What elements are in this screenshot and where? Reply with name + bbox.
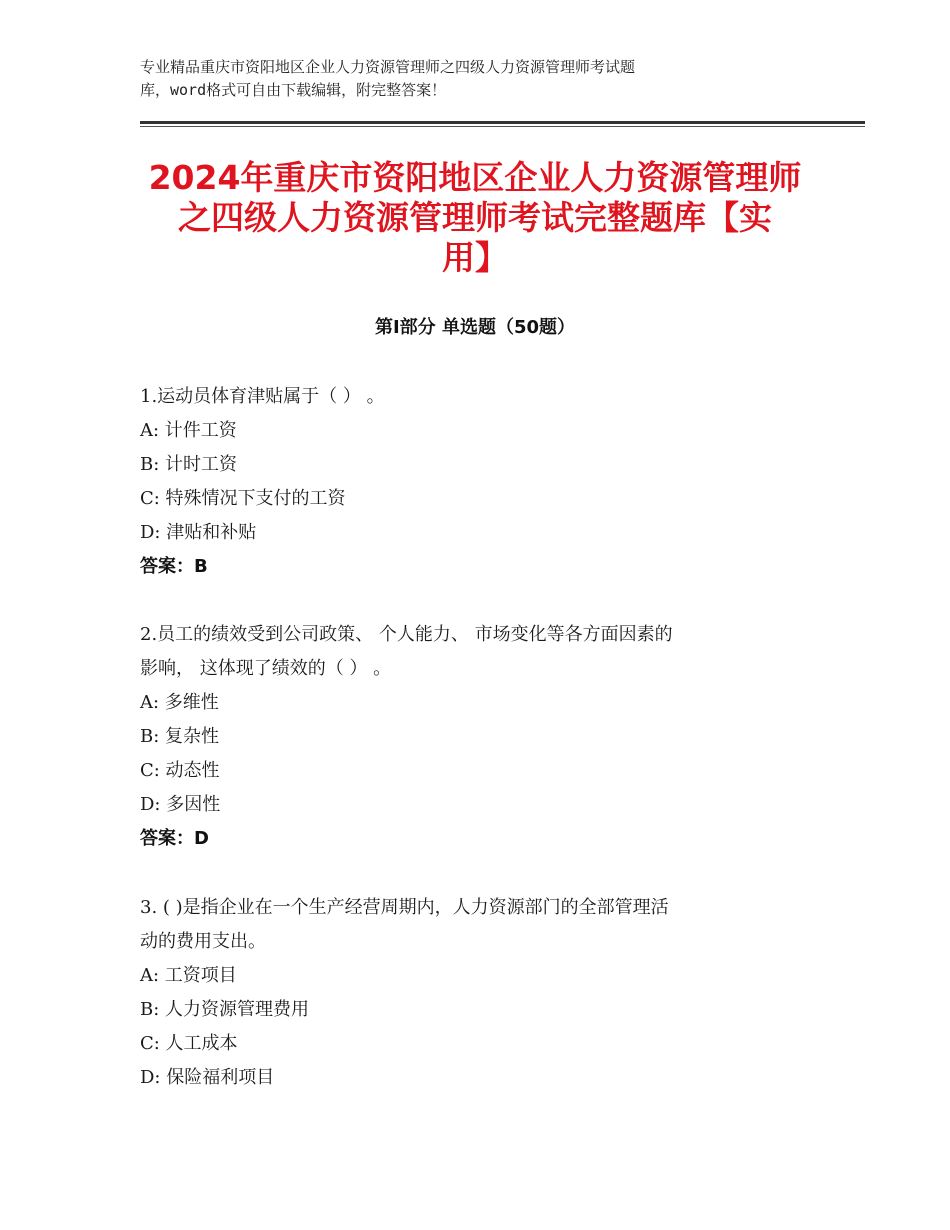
document-title-line-2: 之四级人力资源管理师考试完整题库【实 bbox=[178, 198, 772, 237]
question-3-option-d: D: 保险福利项目 bbox=[140, 1067, 275, 1088]
header-note bbox=[140, 56, 840, 102]
question-1-answer: 答案：B bbox=[140, 556, 208, 577]
question-1-option-a: A: 计件工资 bbox=[140, 420, 237, 441]
question-1-option-d: D: 津贴和补贴 bbox=[140, 522, 257, 543]
question-2-stem-line-1: 2.员工的绩效受到公司政策、 个人能力、 市场变化等各方面因素的 bbox=[140, 624, 673, 645]
question-3-option-c: C: 人工成本 bbox=[140, 1033, 238, 1054]
document-title bbox=[140, 158, 810, 278]
document-title-line-3: 用】 bbox=[442, 238, 508, 277]
question-3-stem-line-1: 3. ( )是指企业在一个生产经营周期内，人力资源部门的全部管理活 bbox=[140, 897, 669, 918]
question-1-option-c: C: 特殊情况下支付的工资 bbox=[140, 488, 346, 509]
header-note-line-2: 库，word格式可自由下载编辑，附完整答案！ bbox=[140, 81, 447, 99]
question-1-stem: 1.运动员体育津贴属于（ ） 。 bbox=[140, 386, 385, 407]
question-2-stem-line-2: 影响， 这体现了绩效的（ ） 。 bbox=[140, 658, 392, 679]
section-title: 第Ⅰ部分 单选题（50题） bbox=[374, 317, 575, 338]
question-2-option-d: D: 多因性 bbox=[140, 794, 221, 815]
question-2-option-b: B: 复杂性 bbox=[140, 726, 220, 747]
header-divider-thick bbox=[140, 121, 865, 124]
question-3-option-a: A: 工资项目 bbox=[140, 965, 237, 986]
header-divider-thin bbox=[140, 126, 865, 127]
question-2-option-c: C: 动态性 bbox=[140, 760, 220, 781]
question-1-option-b: B: 计时工资 bbox=[140, 454, 238, 475]
header-note-line-1: 专业精品重庆市资阳地区企业人力资源管理师之四级人力资源管理师考试题 bbox=[140, 58, 636, 76]
question-2-option-a: A: 多维性 bbox=[140, 692, 219, 713]
document-title-line-1: 2024年重庆市资阳地区企业人力资源管理师 bbox=[148, 158, 802, 197]
question-3-stem-line-2: 动的费用支出。 bbox=[140, 931, 266, 952]
question-2-answer: 答案：D bbox=[140, 828, 209, 849]
question-3-option-b: B: 人力资源管理费用 bbox=[140, 999, 310, 1020]
